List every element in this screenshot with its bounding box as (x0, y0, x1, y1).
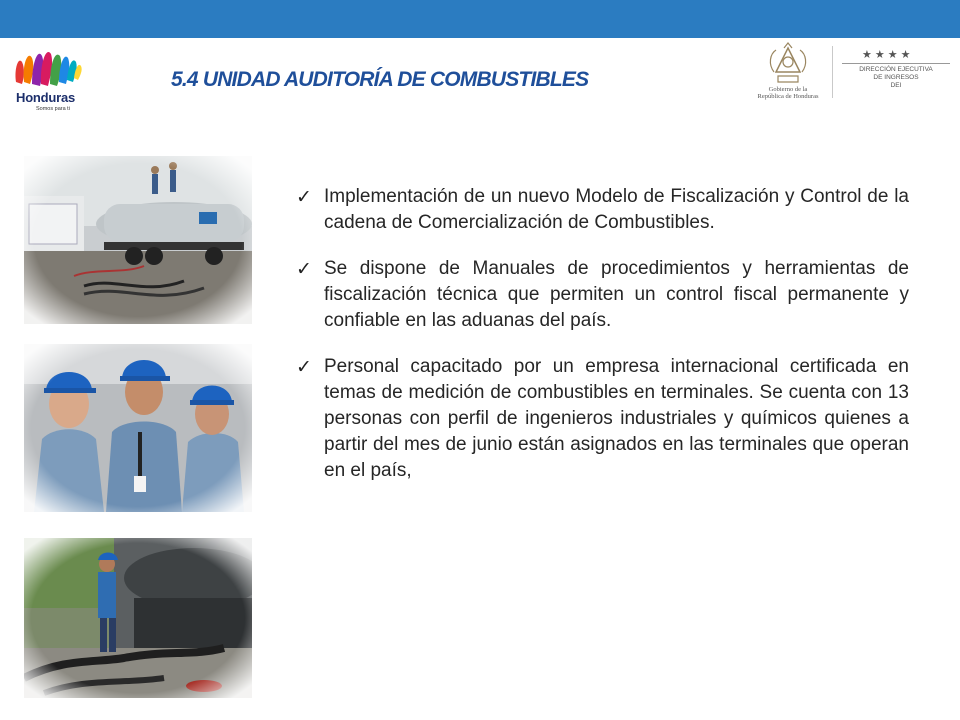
dei-line-1: DIRECCIÓN EJECUTIVA (859, 66, 933, 73)
dei-line-2: DE INGRESOS (873, 74, 919, 81)
page-title: 5.4 UNIDAD AUDITORÍA DE COMBUSTIBLES (171, 68, 589, 91)
honduras-logo-word: Honduras (16, 90, 76, 105)
workers-hard-hats-photo (24, 344, 252, 512)
bullet-item (296, 184, 909, 236)
honduras-logo-tagline: Somos para ti (36, 106, 70, 112)
star-icon: ★★★★ (862, 49, 914, 61)
fuel-tanker-trucks-photo (24, 156, 252, 324)
dei-logo (836, 48, 956, 98)
coat-of-arms-icon (748, 42, 828, 86)
honduras-logo (10, 42, 88, 122)
gobierno-honduras-logo (748, 42, 828, 100)
bullet-text: Personal capacitado por un empresa internacional certificada en temas de medición de combustibles en terminales. Se cuenta con 13 personas con perfil de ingenieros industriales y químicos quienes a partir del mes de junio están asignados en las terminales que operan en el país, (324, 356, 909, 481)
dei-line-3: DEI (890, 82, 902, 89)
bullet-item (296, 256, 909, 334)
logo-divider (832, 46, 833, 98)
bullet-text: Implementación de un nuevo Modelo de Fiscalización y Control de la cadena de Comercialización de Combustibles. (324, 186, 909, 233)
checkmark-icon: ✓ (296, 356, 312, 378)
fuel-hose-worker-photo (24, 538, 252, 698)
bullet-list (296, 184, 909, 504)
checkmark-icon: ✓ (296, 258, 312, 280)
top-accent-bar (0, 0, 960, 38)
checkmark-icon: ✓ (296, 186, 312, 208)
gobierno-line-2: República de Honduras (757, 93, 819, 100)
bullet-item (296, 354, 909, 484)
dei-rule (842, 63, 950, 64)
honduras-logo-mark-icon (10, 42, 88, 92)
bullet-text: Se dispone de Manuales de procedimientos y herramientas de fiscalización técnica que permiten un control fiscal permanente y confiable en las aduanas del país. (324, 258, 909, 331)
gobierno-line-1: Gobierno de la (768, 86, 808, 93)
